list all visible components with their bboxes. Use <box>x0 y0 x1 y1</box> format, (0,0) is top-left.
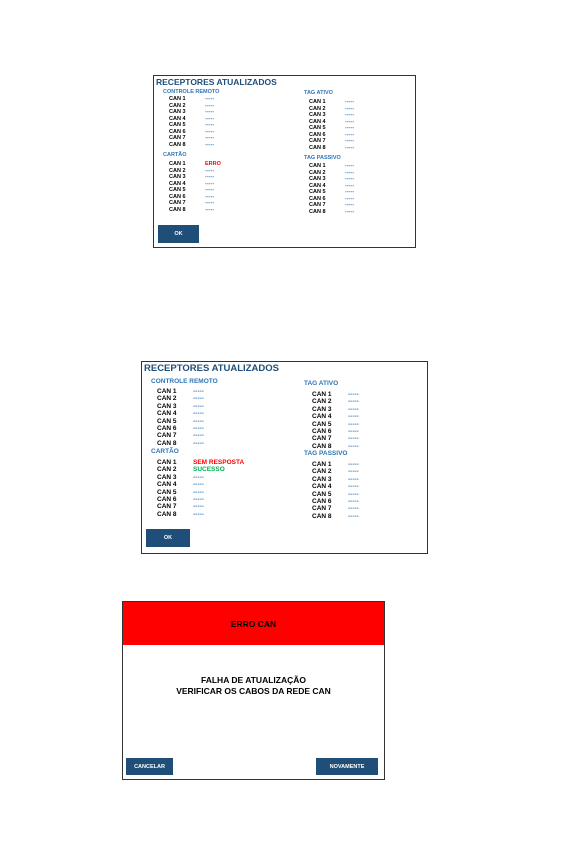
can-label: CAN 8 <box>309 144 326 151</box>
can-row <box>309 209 379 216</box>
can-row <box>157 489 267 496</box>
can-status-value: ----- <box>193 424 204 432</box>
can-label: CAN 7 <box>169 200 186 206</box>
can-status-value: ----- <box>205 141 215 148</box>
can-row <box>169 207 239 214</box>
can-row <box>312 476 392 483</box>
can-label: CAN 6 <box>309 131 326 138</box>
can-status-value: SUCESSO <box>193 466 225 474</box>
message-line-1: FALHA DE ATUALIZAÇÃO <box>201 675 306 685</box>
section-heading-tag-ativo: TAG ATIVO <box>304 380 339 387</box>
section-heading-tag-ativo: TAG ATIVO <box>304 90 333 96</box>
can-row <box>157 481 267 488</box>
can-row <box>157 496 267 503</box>
can-status-value: ----- <box>348 475 359 483</box>
can-label: CAN 2 <box>169 167 186 174</box>
can-status-value: ----- <box>345 176 355 182</box>
controle-remoto-list <box>169 96 239 148</box>
can-label: CAN 3 <box>157 402 177 410</box>
can-status-value: ----- <box>345 144 355 151</box>
can-status-value: ----- <box>205 122 215 128</box>
can-status-value: ----- <box>205 206 215 213</box>
can-status-value: ----- <box>193 395 204 403</box>
can-label: CAN 8 <box>157 439 177 447</box>
can-label: CAN 6 <box>169 193 186 200</box>
can-status-value: ----- <box>348 405 359 413</box>
dialog-title: ERRO CAN <box>230 618 277 629</box>
can-row <box>157 395 267 402</box>
can-status-value: ----- <box>348 398 359 406</box>
tag-ativo-list <box>312 391 392 450</box>
can-label: CAN 8 <box>312 512 332 520</box>
can-status-value: ----- <box>205 200 215 206</box>
can-status-value: ----- <box>193 432 204 440</box>
can-status-value: ----- <box>348 497 359 505</box>
can-status-value: ----- <box>205 187 215 193</box>
can-status-value: ----- <box>193 410 204 418</box>
can-label: CAN 4 <box>312 483 332 491</box>
tag-passivo-list <box>312 461 392 520</box>
can-status-value: ----- <box>205 193 215 200</box>
can-label: CAN 3 <box>157 473 177 481</box>
tag-ativo-list <box>309 99 379 151</box>
can-row <box>312 491 392 498</box>
can-label: CAN 5 <box>309 189 326 195</box>
can-row <box>312 391 392 398</box>
cartao-list <box>169 161 239 213</box>
can-row <box>312 513 392 520</box>
can-label: CAN 1 <box>309 99 326 105</box>
can-status-value: ----- <box>348 483 359 491</box>
panel-title: RECEPTORES ATUALIZADOS <box>156 77 277 87</box>
can-row <box>157 440 267 447</box>
can-label: CAN 6 <box>157 424 177 432</box>
can-row <box>157 503 267 510</box>
can-label: CAN 1 <box>312 461 332 468</box>
can-label: CAN 4 <box>312 413 332 421</box>
can-label: CAN 1 <box>309 163 326 169</box>
can-label: CAN 3 <box>309 176 326 182</box>
can-status-value: ----- <box>348 490 359 498</box>
can-status-value: ----- <box>205 128 215 135</box>
can-row <box>157 425 267 432</box>
receivers-panel-1 <box>153 75 416 248</box>
can-status-value: ----- <box>193 417 204 425</box>
can-status-value: ----- <box>348 442 359 450</box>
can-status-value: ----- <box>348 435 359 443</box>
cancel-button[interactable]: CANCELAR <box>126 758 173 775</box>
can-status-value: ----- <box>205 135 215 141</box>
can-row <box>312 413 392 420</box>
can-status-value: ----- <box>205 167 215 174</box>
can-status-value: ----- <box>193 510 204 518</box>
can-status-value: ----- <box>345 99 355 105</box>
can-status-value: ----- <box>193 488 204 496</box>
can-status-value: ----- <box>348 413 359 421</box>
can-label: CAN 8 <box>157 510 177 518</box>
can-status-value: ----- <box>205 96 215 102</box>
can-status-value: SEM RESPOSTA <box>193 459 245 466</box>
can-label: CAN 2 <box>309 169 326 176</box>
can-label: CAN 1 <box>169 96 186 102</box>
can-label: CAN 2 <box>312 468 332 476</box>
controle-remoto-list <box>157 388 267 447</box>
can-row <box>312 398 392 405</box>
can-status-value: ----- <box>345 138 355 144</box>
can-row <box>312 483 392 490</box>
can-label: CAN 1 <box>312 391 332 398</box>
can-label: CAN 8 <box>312 442 332 450</box>
can-label: CAN 2 <box>312 398 332 406</box>
can-row <box>312 406 392 413</box>
can-row <box>157 403 267 410</box>
can-label: CAN 7 <box>309 202 326 208</box>
can-label: CAN 3 <box>169 109 186 115</box>
can-label: CAN 6 <box>312 427 332 435</box>
can-label: CAN 3 <box>312 405 332 413</box>
can-status-value: ----- <box>348 391 359 398</box>
can-label: CAN 3 <box>309 112 326 118</box>
can-label: CAN 7 <box>169 135 186 141</box>
can-label: CAN 4 <box>169 180 186 187</box>
can-row <box>157 474 267 481</box>
can-row <box>312 498 392 505</box>
can-label: CAN 5 <box>309 125 326 131</box>
can-label: CAN 2 <box>157 466 177 474</box>
can-status-value: ----- <box>345 118 355 125</box>
can-label: CAN 5 <box>312 490 332 498</box>
can-label: CAN 7 <box>157 432 177 440</box>
can-status-value: ----- <box>345 131 355 138</box>
retry-button[interactable]: NOVAMENTE <box>316 758 378 775</box>
can-status-value: ----- <box>348 420 359 428</box>
can-status-value: ----- <box>345 169 355 176</box>
can-label: CAN 8 <box>169 141 186 148</box>
can-status-value: ----- <box>193 402 204 410</box>
can-label: CAN 1 <box>169 161 186 167</box>
can-label: CAN 8 <box>309 208 326 215</box>
can-label: CAN 2 <box>309 105 326 112</box>
can-status-value: ERRO <box>205 161 221 167</box>
section-heading-controle-remoto: CONTROLE REMOTO <box>151 378 218 385</box>
can-label: CAN 6 <box>169 128 186 135</box>
section-heading-controle-remoto: CONTROLE REMOTO <box>163 89 220 95</box>
can-row <box>312 421 392 428</box>
can-row <box>157 418 267 425</box>
can-status-value: ----- <box>205 180 215 187</box>
error-can-dialog <box>122 601 385 780</box>
can-row <box>157 410 267 417</box>
can-label: CAN 4 <box>309 182 326 189</box>
can-row <box>312 461 392 468</box>
can-row <box>169 142 239 149</box>
can-label: CAN 7 <box>312 435 332 443</box>
can-status-value: ----- <box>193 473 204 481</box>
can-status-value: ----- <box>348 468 359 476</box>
can-row <box>312 468 392 475</box>
can-label: CAN 3 <box>169 174 186 180</box>
can-label: CAN 1 <box>157 459 177 466</box>
dialog-message <box>123 675 384 697</box>
can-label: CAN 4 <box>157 481 177 489</box>
can-status-value: ----- <box>345 202 355 208</box>
ok-button[interactable]: OK <box>158 225 199 243</box>
can-label: CAN 5 <box>157 488 177 496</box>
can-row <box>157 511 267 518</box>
panel-title: RECEPTORES ATUALIZADOS <box>144 363 279 374</box>
section-heading-tag-passivo: TAG PASSIVO <box>304 155 341 161</box>
ok-button[interactable]: OK <box>146 529 190 547</box>
can-row <box>157 432 267 439</box>
can-status-value: ----- <box>193 388 204 395</box>
can-status-value: ----- <box>348 505 359 513</box>
receivers-panel-2 <box>141 361 428 554</box>
can-status-value: ----- <box>205 102 215 109</box>
tag-passivo-list <box>309 163 379 215</box>
can-row <box>312 428 392 435</box>
can-status-value: ----- <box>348 427 359 435</box>
can-row <box>157 459 267 466</box>
can-label: CAN 7 <box>309 138 326 144</box>
can-label: CAN 6 <box>309 195 326 202</box>
section-heading-tag-passivo: TAG PASSIVO <box>304 450 348 457</box>
can-status-value: ----- <box>348 512 359 520</box>
can-label: CAN 1 <box>157 388 177 395</box>
can-status-value: ----- <box>345 195 355 202</box>
can-status-value: ----- <box>345 182 355 189</box>
can-label: CAN 2 <box>169 102 186 109</box>
can-status-value: ----- <box>205 174 215 180</box>
can-label: CAN 6 <box>312 497 332 505</box>
can-status-value: ----- <box>193 495 204 503</box>
can-label: CAN 4 <box>309 118 326 125</box>
section-heading-cartao: CARTÃO <box>163 152 187 158</box>
can-label: CAN 2 <box>157 395 177 403</box>
can-label: CAN 5 <box>312 420 332 428</box>
can-status-value: ----- <box>193 503 204 511</box>
can-status-value: ----- <box>348 461 359 468</box>
can-status-value: ----- <box>345 105 355 112</box>
can-status-value: ----- <box>205 109 215 115</box>
can-row <box>157 466 267 473</box>
cartao-list <box>157 459 267 518</box>
can-row <box>309 145 379 152</box>
can-label: CAN 8 <box>169 206 186 213</box>
dialog-header <box>123 602 384 645</box>
can-status-value: ----- <box>345 125 355 131</box>
can-status-value: ----- <box>193 481 204 489</box>
can-status-value: ----- <box>345 189 355 195</box>
can-row <box>157 388 267 395</box>
can-row <box>312 435 392 442</box>
can-label: CAN 5 <box>157 417 177 425</box>
can-status-value: ----- <box>345 163 355 169</box>
can-label: CAN 3 <box>312 475 332 483</box>
can-label: CAN 6 <box>157 495 177 503</box>
can-status-value: ----- <box>193 439 204 447</box>
can-label: CAN 5 <box>169 122 186 128</box>
can-status-value: ----- <box>205 115 215 122</box>
message-line-2: VERIFICAR OS CABOS DA REDE CAN <box>176 686 331 696</box>
can-label: CAN 7 <box>312 505 332 513</box>
can-status-value: ----- <box>345 208 355 215</box>
can-label: CAN 4 <box>169 115 186 122</box>
can-status-value: ----- <box>345 112 355 118</box>
can-row <box>312 505 392 512</box>
can-label: CAN 7 <box>157 503 177 511</box>
can-label: CAN 4 <box>157 410 177 418</box>
section-heading-cartao: CARTÃO <box>151 448 179 455</box>
can-label: CAN 5 <box>169 187 186 193</box>
